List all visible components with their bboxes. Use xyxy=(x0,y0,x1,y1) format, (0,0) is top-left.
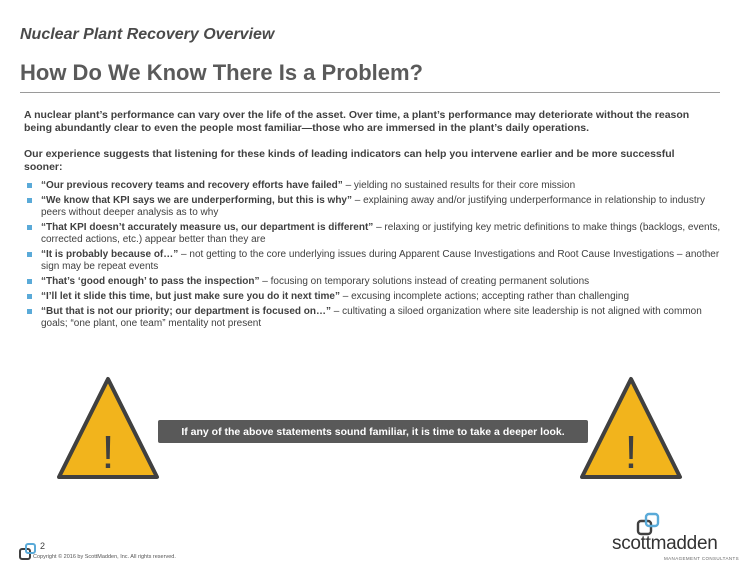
title-divider xyxy=(20,92,720,93)
indicator-explanation: – focusing on temporary solutions instead of creating permanent solutions xyxy=(259,276,590,287)
callout-banner xyxy=(158,420,588,443)
bullet-marker xyxy=(27,225,32,230)
indicator-item xyxy=(24,291,724,303)
warning-symbol: ! xyxy=(101,426,115,478)
indicator-explanation: – yielding no sustained results for their core mission xyxy=(342,180,576,191)
warning-icon xyxy=(579,376,683,480)
bullet-marker xyxy=(27,183,32,188)
indicator-quote: “That KPI doesn’t accurately measure us, our department is different” xyxy=(41,222,374,233)
bullet-marker xyxy=(27,309,32,314)
warning-symbol: ! xyxy=(624,426,638,478)
intro-paragraph-2: Our experience suggests that listening for these kinds of leading indicators can help you intervene earlier and be more successful sooner: xyxy=(24,148,675,173)
logo-wordmark: scottmadden xyxy=(612,533,718,554)
bullet-marker xyxy=(27,198,32,203)
indicator-explanation: – explaining away and/or justifying underperformance in relationship to industry peers without deeper analysis as to why xyxy=(41,195,705,218)
indicator-quote: “Our previous recovery teams and recovery efforts have failed” xyxy=(41,180,343,191)
bullet-marker xyxy=(27,294,32,299)
bullet-marker xyxy=(27,252,32,257)
intro-paragraph-1: A nuclear plant’s performance can vary over the life of the asset. Over time, a plant’s performance may deteriorate without the reason being abundantly clear to even the people most familiar—those who are immersed in the plant’s daily operations. xyxy=(24,109,690,134)
indicator-explanation: – excusing incomplete actions; accepting rather than challenging xyxy=(339,291,630,302)
slide-subtitle: Nuclear Plant Recovery Overview xyxy=(20,26,275,43)
bullet-marker xyxy=(27,279,32,284)
indicator-list xyxy=(24,180,724,333)
indicator-item xyxy=(24,306,724,330)
logo-tagline: MANAGEMENT CONSULTANTS xyxy=(664,556,740,561)
indicator-quote: “We know that KPI says we are underperforming, but this is why” xyxy=(41,195,352,206)
warning-icon xyxy=(56,376,160,480)
page-number: 2 xyxy=(40,541,46,551)
indicator-explanation: – relaxing or justifying key metric definitions to make things (backlogs, events, corrected actions, etc.) appear better than they are xyxy=(41,222,721,245)
indicator-item xyxy=(24,195,724,219)
indicator-item xyxy=(24,180,724,192)
indicator-explanation: – cultivating a siloed organization where site leadership is not aligned with common goals; “one plant, one team” mentality not present xyxy=(41,306,702,329)
callout-text: If any of the above statements sound familiar, it is time to take a deeper look. xyxy=(181,425,565,438)
indicator-item xyxy=(24,249,724,273)
slide-title: How Do We Know There Is a Problem? xyxy=(20,60,423,85)
indicator-quote: “It is probably because of…” xyxy=(41,249,179,260)
indicator-quote: “But that is not our priority; our department is focused on…” xyxy=(41,306,332,317)
indicator-quote: “That’s ‘good enough’ to pass the inspection” xyxy=(41,276,260,287)
indicator-item xyxy=(24,222,724,246)
indicator-item xyxy=(24,276,724,288)
copyright-text: Copyright © 2016 by ScottMadden, Inc. All rights reserved. xyxy=(33,554,176,560)
indicator-quote: “I’ll let it slide this time, but just make sure you do it next time” xyxy=(41,291,340,302)
indicator-explanation: – not getting to the core underlying issues during Apparent Cause Investigations and Root Cause Investigations – another sign may be repeat events xyxy=(41,249,720,272)
